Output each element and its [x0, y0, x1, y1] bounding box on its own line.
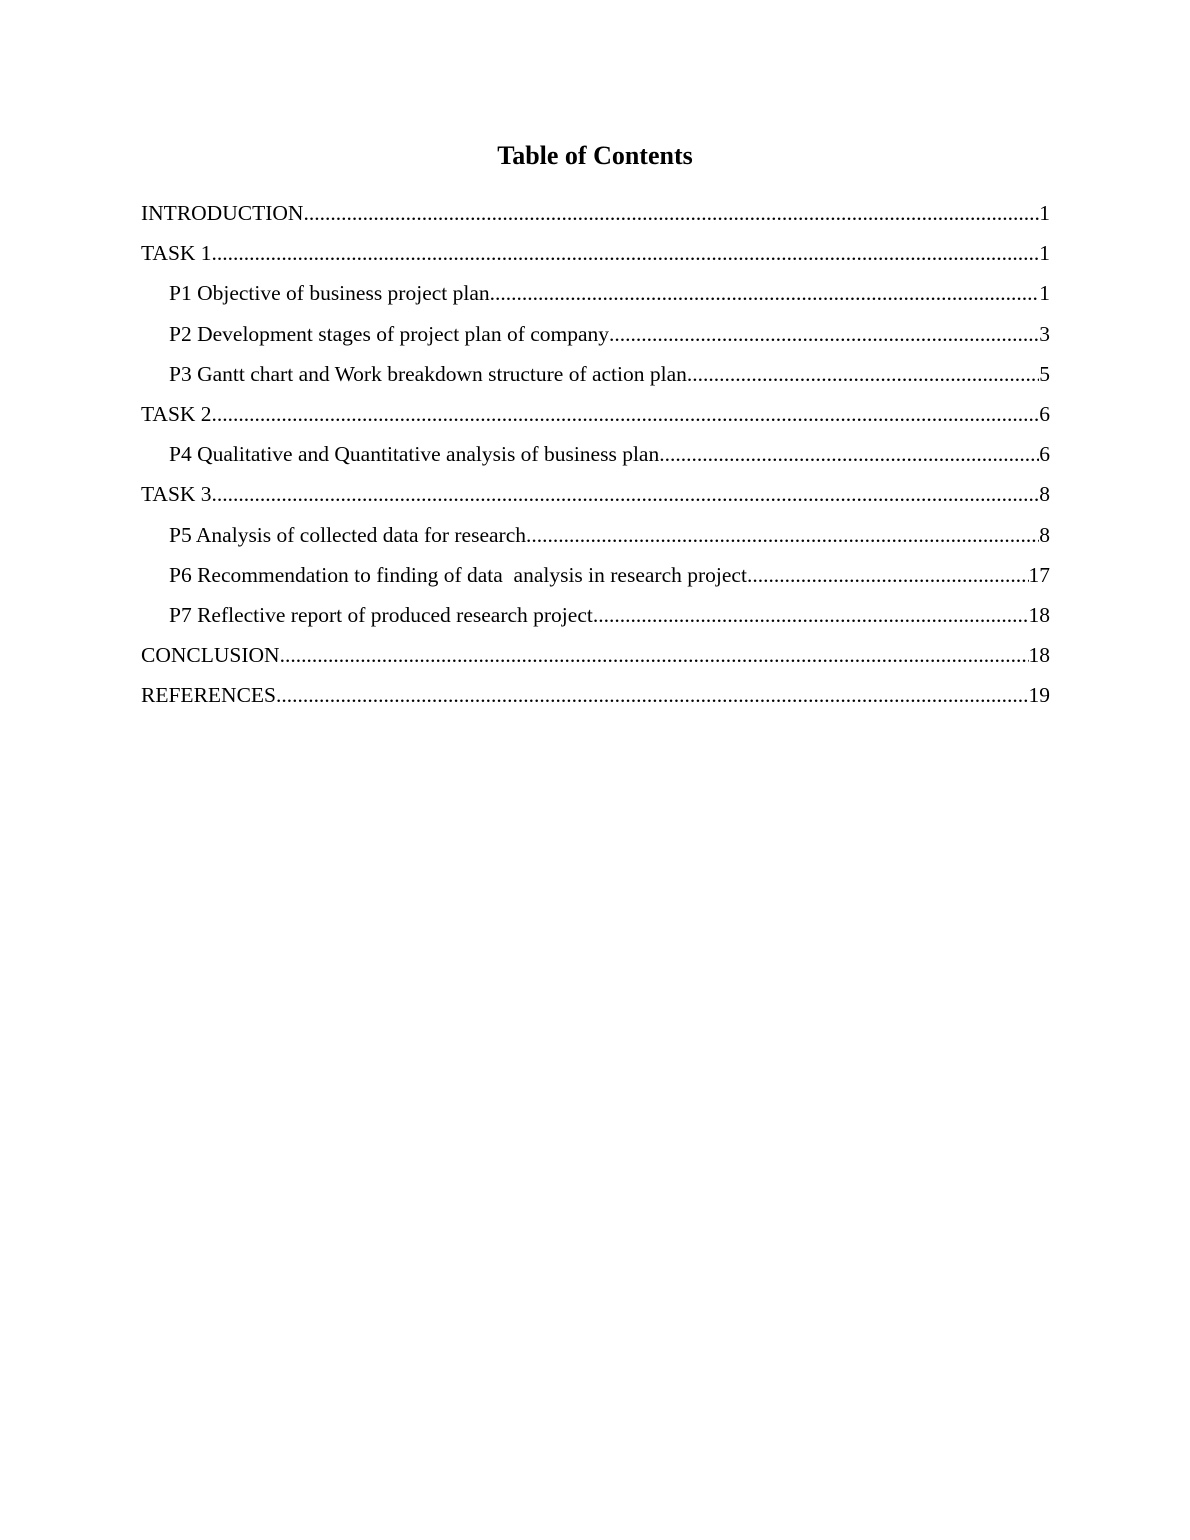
toc-page-number: 1	[1039, 201, 1050, 225]
toc-entry-p4[interactable]	[141, 438, 1050, 478]
toc-page-number: 3	[1039, 321, 1050, 346]
toc-entry-references[interactable]	[141, 679, 1050, 719]
toc-entry-text: P1 Objective of business project plan	[169, 281, 490, 306]
toc-dot-leader	[212, 237, 1040, 269]
toc-dot-leader	[692, 358, 1039, 390]
toc-page-number: 1	[1039, 241, 1050, 266]
toc-entry-text: CONCLUSION	[141, 643, 280, 668]
toc-entry-conclusion[interactable]	[141, 639, 1050, 679]
toc-entry-text: REFERENCES	[141, 683, 276, 708]
toc-entry-text: TASK 1	[141, 241, 212, 266]
toc-page-number: 5	[1039, 361, 1050, 386]
toc-title: Table of Contents	[497, 141, 693, 170]
toc-page-number: 18	[1028, 602, 1050, 627]
toc-page-number: 1	[1039, 281, 1050, 306]
toc-dot-leader	[212, 398, 1040, 430]
toc-entry-p1[interactable]	[141, 277, 1050, 317]
toc-entry-text: P2 Development stages of project plan of company	[169, 321, 610, 346]
toc-entry-text: P6 Recommendation to finding of data analysis in research project	[169, 562, 747, 587]
toc-entry-p6[interactable]	[141, 559, 1050, 599]
toc-entry-text: P5 Analysis of collected data for research.	[169, 522, 532, 547]
toc-dot-leader	[276, 679, 1029, 711]
toc-page-number: 19	[1028, 683, 1050, 708]
toc-dot-leader	[593, 599, 1029, 631]
toc-page-number: 8	[1039, 482, 1050, 507]
toc-entry-task-2[interactable]	[141, 398, 1050, 438]
toc-entry-p2[interactable]	[141, 318, 1050, 358]
toc-entry-introduction[interactable]	[141, 197, 1050, 237]
toc-dot-leader	[531, 519, 1039, 551]
toc-entry-text: TASK 3	[141, 482, 212, 507]
toc-page-number: 18	[1028, 643, 1050, 668]
toc-page-number: 6	[1039, 442, 1050, 467]
toc-entry-p5[interactable]	[141, 519, 1050, 559]
toc-entry-text: P7 Reflective report of produced research project	[169, 602, 593, 627]
toc-dot-leader	[747, 559, 1029, 591]
toc-dot-leader	[212, 478, 1040, 510]
toc-entry-text: P3 Gantt chart and Work breakdown structure of action plan.	[169, 361, 693, 386]
toc-dot-leader	[303, 197, 1039, 229]
toc-entry-task-1[interactable]	[141, 237, 1050, 277]
toc-dot-leader	[490, 277, 1040, 309]
toc-entry-text: P4 Qualitative and Quantitative analysis of business plan	[169, 442, 660, 467]
toc-page-number: 8	[1039, 522, 1050, 547]
toc-entry-task-3[interactable]	[141, 478, 1050, 518]
toc-page-number: 6	[1039, 401, 1050, 426]
toc-entry-text: INTRODUCTION	[141, 201, 304, 225]
toc-dot-leader	[280, 639, 1029, 671]
toc-entry-p7[interactable]	[141, 599, 1050, 639]
toc-dot-leader	[659, 438, 1039, 470]
toc-entry-text: TASK 2	[141, 401, 212, 426]
toc-dot-leader	[609, 318, 1039, 350]
toc-entry-p3[interactable]	[141, 358, 1050, 398]
toc-list	[141, 197, 1050, 719]
toc-page-number: 17	[1028, 562, 1050, 587]
